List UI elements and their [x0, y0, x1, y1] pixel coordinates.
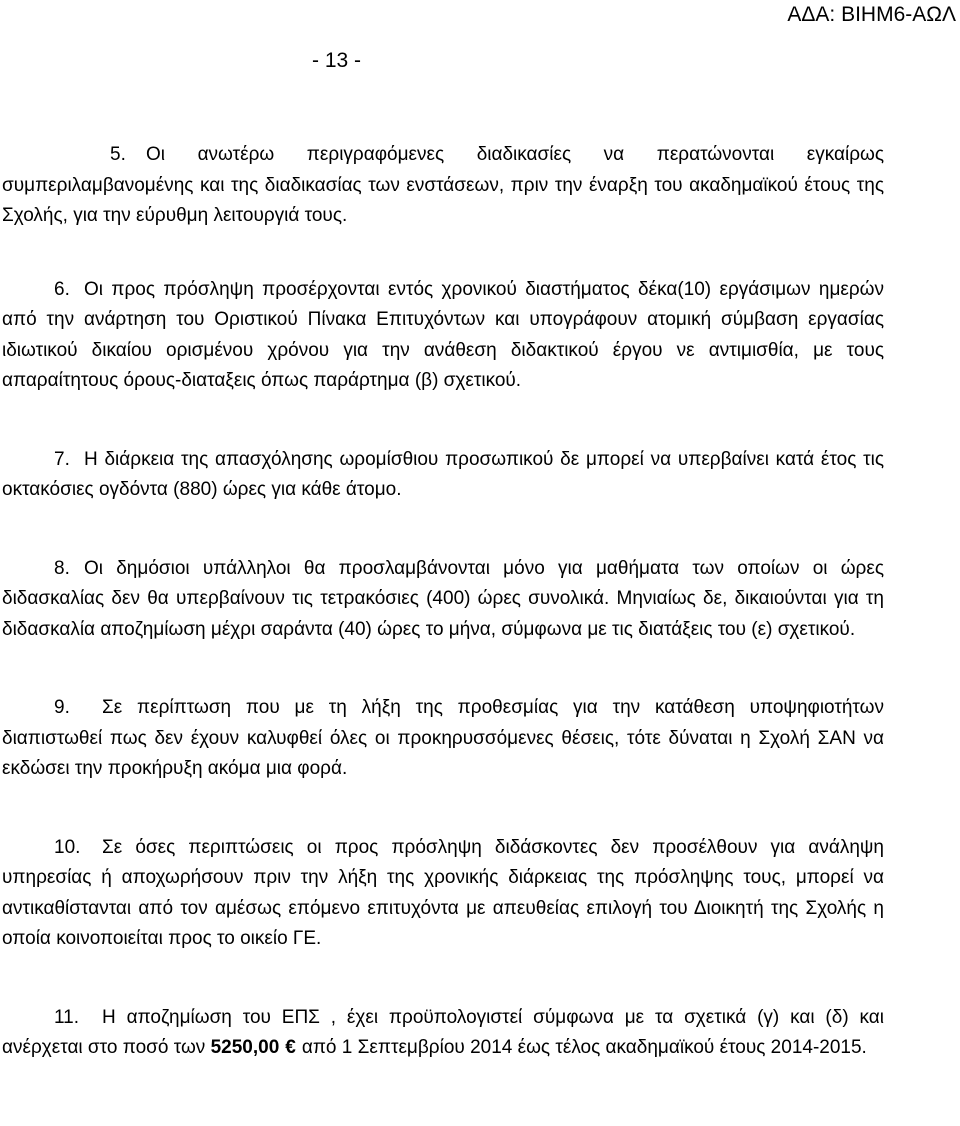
paragraph-text-after: από 1 Σεπτεμβρίου 2014 έως τέλος ακαδημαϊκού έτους 2014-2015.	[301, 1037, 867, 1058]
paragraph-number: 6.	[54, 278, 70, 300]
paragraph-number: 11.	[54, 1006, 80, 1028]
paragraph-text-before: Η αποζημίωση του ΕΠΣ , έχει προϋπολογιστεί σύμφωνα με τα σχετικά (γ) και (δ) και ανέρχεται στο ποσό των	[2, 1006, 884, 1058]
paragraph-text: Σε όσες περιπτώσεις οι προς πρόσληψη διδάσκοντες δεν προσέλθουν για ανάληψη υπηρεσίας ή αποχωρήσουν πριν την λήξη της χρονικής διάρκειας της πρόσληψης τους, μπορεί να αντικαθίστανται από τον αμέσως επόμενο επιτυχόντα με απευθείας επιλογή του Διοικητή της Σχολής η οποία κοινοποιείται προς το οικείο ΓΕ.	[2, 836, 884, 949]
paragraph-7	[2, 445, 884, 506]
paragraph-6	[2, 275, 884, 397]
ada-code: ΑΔΑ: ΒΙΗΜ6-ΑΩΛ	[787, 3, 956, 26]
paragraph-10	[2, 833, 884, 955]
paragraph-text: Οι προς πρόσληψη προσέρχονται εντός χρονικού διαστήματος δέκα(10) εργάσιμων ημερών από την ανάρτηση του Οριστικού Πίνακα Επιτυχόντων και υπογράφουν ατομική σύμβαση εργασίας ιδιωτικού δικαίου ορισμένου χρόνου για την ανάθεση διδακτικού έργου νε αντιμισθία, με τους απαραίτητους όρους-διαταξεις όπως παράρτημα (β) σχετικού.	[2, 278, 884, 391]
paragraph-number: 8.	[54, 557, 70, 579]
paragraph-text: Η διάρκεια της απασχόλησης ωρομίσθιου προσωπικού δε μπορεί να υπερβαίνει κατά έτος τις οκτακόσιες ογδόντα (880) ώρες για κάθε άτομο.	[2, 448, 884, 500]
paragraph-11	[2, 1003, 884, 1064]
paragraph-number: 9.	[54, 697, 70, 718]
paragraph-text: Σε περίπτωση που με τη λήξη της προθεσμίας για την κατάθεση υποψηφιοτήτων διαπιστωθεί πως δεν έχουν καλυφθεί όλες οι προκηρυσσόμενες θέσεις, τότε δύναται η Σχολή ΣΑΝ να εκδώσει την προκήρυξη ακόμα μια φορά.	[2, 697, 884, 779]
amount-value: 5250,00	[210, 1037, 280, 1058]
document-body	[2, 140, 884, 1064]
euro-icon: €	[285, 1037, 296, 1058]
paragraph-number: 10.	[54, 836, 81, 858]
paragraph-5	[2, 140, 884, 232]
paragraph-text: Οι ανωτέρω περιγραφόμενες διαδικασίες να περατώνονται εγκαίρως συμπεριλαμβανομένης και της διαδικασίας των ενστάσεων, πριν την έναρξη του ακαδημαϊκού έτους της Σχολής, για την εύρυθμη λειτουργιά τους.	[2, 144, 884, 226]
paragraph-number: 7.	[54, 448, 70, 470]
paragraph-9	[2, 693, 884, 785]
paragraph-number: 5.	[110, 144, 126, 165]
page-number: - 13 -	[312, 49, 362, 72]
paragraph-8	[2, 554, 884, 646]
paragraph-text: Οι δημόσιοι υπάλληλοι θα προσλαμβάνονται μόνο για μαθήματα των οποίων οι ώρες διδασκαλίας δεν θα υπερβαίνουν τις τετρακόσιες (400) ώρες συνολικά. Μηνιαίως δε, δικαιούνται για τη διδασκαλία αποζημίωση μέχρι σαράντα (40) ώρες το μήνα, σύμφωνα με τις διατάξεις του (ε) σχετικού.	[2, 557, 884, 640]
